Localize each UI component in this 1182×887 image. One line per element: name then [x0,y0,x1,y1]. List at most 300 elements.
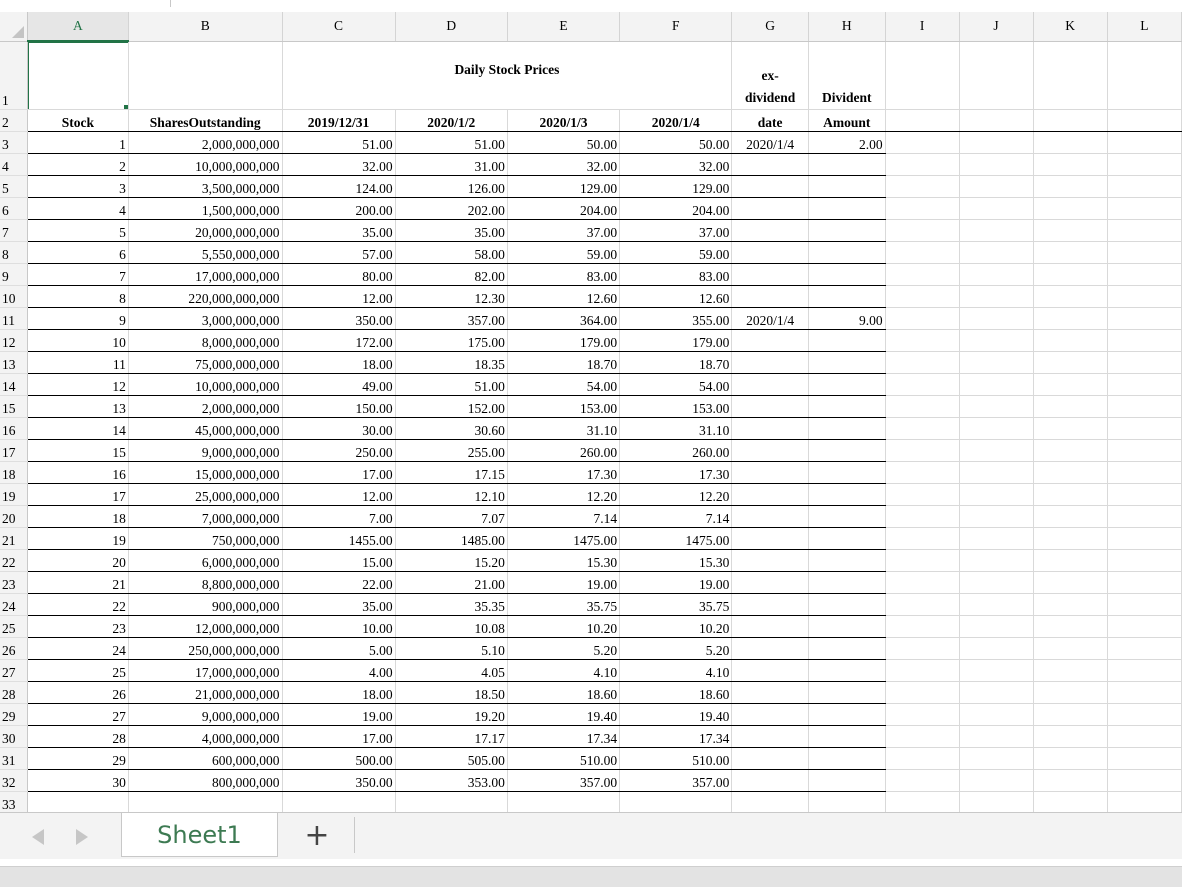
data-cell[interactable]: 7.14 [620,505,732,527]
data-cell[interactable]: 200.00 [282,197,395,219]
data-cell[interactable]: 11 [27,351,128,373]
data-cell[interactable] [809,483,886,505]
data-cell[interactable]: 10.00 [282,615,395,637]
data-cell[interactable]: 10,000,000,000 [128,373,282,395]
data-cell[interactable]: 8,800,000,000 [128,571,282,593]
data-cell[interactable]: 260.00 [620,439,732,461]
data-cell[interactable]: 2020/1/4 [732,307,809,329]
column-header-i[interactable]: I [885,12,959,41]
cell[interactable] [1107,175,1181,197]
cell[interactable] [885,109,959,131]
data-cell[interactable]: 19.20 [395,703,507,725]
date-header-3[interactable]: 2020/1/3 [507,109,619,131]
cell[interactable] [1107,791,1181,812]
data-cell[interactable] [732,329,809,351]
data-cell[interactable]: 3,500,000,000 [128,175,282,197]
row-header[interactable]: 19 [0,483,27,505]
data-cell[interactable]: 18.60 [507,681,619,703]
cell[interactable] [1033,219,1107,241]
data-cell[interactable]: 5 [27,219,128,241]
cell[interactable] [1107,153,1181,175]
data-cell[interactable]: 17,000,000,000 [128,659,282,681]
cell[interactable] [1033,329,1107,351]
data-cell[interactable]: 2.00 [809,131,886,153]
data-cell[interactable]: 31.10 [620,417,732,439]
cell[interactable] [1033,637,1107,659]
data-cell[interactable]: 9,000,000,000 [128,439,282,461]
row-header[interactable]: 25 [0,615,27,637]
select-all-corner[interactable] [0,12,27,41]
cell[interactable] [1033,307,1107,329]
cell[interactable] [1107,505,1181,527]
cell[interactable] [959,659,1033,681]
data-cell[interactable]: 31.00 [395,153,507,175]
data-cell[interactable]: 500.00 [282,747,395,769]
cell[interactable] [1107,703,1181,725]
data-cell[interactable]: 4.00 [282,659,395,681]
data-cell[interactable]: 510.00 [620,747,732,769]
cell[interactable] [1033,241,1107,263]
data-cell[interactable]: 4 [27,197,128,219]
data-cell[interactable]: 50.00 [620,131,732,153]
data-cell[interactable]: 12.30 [395,285,507,307]
data-cell[interactable]: 18 [27,505,128,527]
cell[interactable] [885,659,959,681]
cell[interactable] [885,461,959,483]
data-cell[interactable]: 3 [27,175,128,197]
data-cell[interactable]: 357.00 [395,307,507,329]
cell[interactable] [620,791,732,812]
data-cell[interactable]: 5,550,000,000 [128,241,282,263]
data-cell[interactable]: 19.00 [620,571,732,593]
data-cell[interactable]: 22 [27,593,128,615]
data-cell[interactable]: 12,000,000,000 [128,615,282,637]
data-cell[interactable] [809,659,886,681]
data-cell[interactable] [732,549,809,571]
data-cell[interactable]: 37.00 [620,219,732,241]
data-cell[interactable]: 25,000,000,000 [128,483,282,505]
data-cell[interactable]: 22.00 [282,571,395,593]
data-cell[interactable]: 7,000,000,000 [128,505,282,527]
divident-amount-header[interactable]: Amount [809,109,886,131]
data-cell[interactable]: 17.30 [507,461,619,483]
data-cell[interactable] [809,197,886,219]
data-cell[interactable]: 12.60 [507,285,619,307]
cell[interactable] [1033,263,1107,285]
cell[interactable] [959,593,1033,615]
cell[interactable] [282,791,395,812]
data-cell[interactable] [809,527,886,549]
cell[interactable] [959,219,1033,241]
data-cell[interactable]: 750,000,000 [128,527,282,549]
cell[interactable] [1033,41,1107,109]
data-cell[interactable] [809,505,886,527]
column-header-a[interactable]: A [27,12,128,41]
data-cell[interactable] [809,373,886,395]
cell[interactable] [959,725,1033,747]
data-cell[interactable]: 28 [27,725,128,747]
cell[interactable] [885,703,959,725]
row-header[interactable]: 29 [0,703,27,725]
data-cell[interactable]: 124.00 [282,175,395,197]
row-header[interactable]: 11 [0,307,27,329]
data-cell[interactable]: 126.00 [395,175,507,197]
row-header[interactable]: 15 [0,395,27,417]
data-cell[interactable] [732,769,809,791]
data-cell[interactable]: 153.00 [507,395,619,417]
data-cell[interactable]: 83.00 [620,263,732,285]
row-header[interactable]: 16 [0,417,27,439]
cell[interactable] [1107,681,1181,703]
data-cell[interactable]: 4.10 [507,659,619,681]
cell[interactable] [885,637,959,659]
data-cell[interactable]: 5.20 [620,637,732,659]
cell[interactable] [959,527,1033,549]
data-cell[interactable]: 172.00 [282,329,395,351]
cell[interactable] [885,351,959,373]
row-header[interactable]: 7 [0,219,27,241]
data-cell[interactable]: 30.60 [395,417,507,439]
data-cell[interactable] [732,681,809,703]
cell[interactable] [1033,615,1107,637]
data-cell[interactable]: 10 [27,329,128,351]
data-cell[interactable]: 9.00 [809,307,886,329]
data-cell[interactable]: 35.35 [395,593,507,615]
cell[interactable] [1033,351,1107,373]
cell[interactable] [959,307,1033,329]
data-cell[interactable]: 24 [27,637,128,659]
row-header[interactable]: 21 [0,527,27,549]
data-cell[interactable]: 6 [27,241,128,263]
data-cell[interactable]: 18.00 [282,681,395,703]
data-cell[interactable] [809,417,886,439]
data-cell[interactable]: 17.15 [395,461,507,483]
data-cell[interactable] [732,637,809,659]
date-header-1[interactable]: 2019/12/31 [282,109,395,131]
data-cell[interactable] [809,395,886,417]
data-cell[interactable]: 17.00 [282,461,395,483]
cell[interactable] [1033,175,1107,197]
cell[interactable] [885,153,959,175]
cell[interactable] [1107,131,1181,153]
cell[interactable] [1107,593,1181,615]
previous-sheet-icon[interactable] [32,829,44,845]
cell[interactable] [1107,549,1181,571]
data-cell[interactable] [732,725,809,747]
cell[interactable] [959,351,1033,373]
data-cell[interactable] [809,263,886,285]
row-header[interactable]: 17 [0,439,27,461]
data-cell[interactable]: 18.60 [620,681,732,703]
data-cell[interactable]: 1475.00 [507,527,619,549]
data-cell[interactable]: 32.00 [507,153,619,175]
cell[interactable] [885,505,959,527]
data-cell[interactable] [732,439,809,461]
cell[interactable] [885,329,959,351]
data-cell[interactable] [732,571,809,593]
data-cell[interactable]: 19.00 [507,571,619,593]
data-cell[interactable]: 12.20 [507,483,619,505]
cell[interactable] [885,725,959,747]
column-header-e[interactable]: E [507,12,619,41]
data-cell[interactable] [732,747,809,769]
cell[interactable] [395,791,507,812]
data-cell[interactable] [809,571,886,593]
cell[interactable] [1033,769,1107,791]
cell[interactable] [1107,351,1181,373]
data-cell[interactable] [809,725,886,747]
cell[interactable] [732,791,809,812]
data-cell[interactable]: 510.00 [507,747,619,769]
data-cell[interactable]: 3,000,000,000 [128,307,282,329]
cell[interactable] [1033,703,1107,725]
data-cell[interactable]: 30 [27,769,128,791]
data-cell[interactable]: 220,000,000,000 [128,285,282,307]
row-header[interactable]: 14 [0,373,27,395]
data-cell[interactable]: 59.00 [507,241,619,263]
data-cell[interactable]: 1475.00 [620,527,732,549]
cell[interactable] [1033,417,1107,439]
data-cell[interactable]: 4.10 [620,659,732,681]
data-cell[interactable]: 19.40 [507,703,619,725]
data-cell[interactable]: 4,000,000,000 [128,725,282,747]
divident-header-top[interactable]: Divident [809,41,886,109]
data-cell[interactable]: 59.00 [620,241,732,263]
data-cell[interactable]: 2,000,000,000 [128,395,282,417]
row-header[interactable]: 33 [0,791,27,812]
cell[interactable] [1107,483,1181,505]
cell[interactable] [1107,439,1181,461]
column-header-l[interactable]: L [1107,12,1181,41]
cell[interactable] [885,439,959,461]
data-cell[interactable]: 32.00 [282,153,395,175]
data-cell[interactable]: 7.14 [507,505,619,527]
data-cell[interactable]: 21.00 [395,571,507,593]
data-cell[interactable]: 51.00 [395,373,507,395]
data-cell[interactable]: 17,000,000,000 [128,263,282,285]
data-cell[interactable]: 17 [27,483,128,505]
data-cell[interactable] [732,527,809,549]
data-cell[interactable] [732,197,809,219]
data-cell[interactable]: 30.00 [282,417,395,439]
data-cell[interactable]: 7 [27,263,128,285]
data-cell[interactable]: 19.00 [282,703,395,725]
data-cell[interactable]: 204.00 [507,197,619,219]
data-cell[interactable]: 14 [27,417,128,439]
data-cell[interactable]: 17.34 [620,725,732,747]
data-cell[interactable] [732,373,809,395]
data-cell[interactable] [809,153,886,175]
data-cell[interactable]: 179.00 [620,329,732,351]
data-cell[interactable]: 35.00 [282,593,395,615]
column-header-k[interactable]: K [1033,12,1107,41]
cell[interactable] [885,483,959,505]
add-sheet-button[interactable]: + [304,818,330,853]
data-cell[interactable] [732,615,809,637]
cell[interactable] [1033,527,1107,549]
cell[interactable] [1033,153,1107,175]
cell[interactable] [1107,307,1181,329]
data-cell[interactable]: 17.00 [282,725,395,747]
data-cell[interactable]: 27 [27,703,128,725]
cell[interactable] [1033,483,1107,505]
data-cell[interactable]: 18.35 [395,351,507,373]
cell[interactable] [1033,109,1107,131]
cell[interactable] [885,791,959,812]
cell[interactable] [885,263,959,285]
data-cell[interactable]: 15 [27,439,128,461]
cell[interactable] [959,681,1033,703]
data-cell[interactable]: 355.00 [620,307,732,329]
row-header[interactable]: 3 [0,131,27,153]
data-cell[interactable]: 9,000,000,000 [128,703,282,725]
data-cell[interactable]: 35.75 [507,593,619,615]
column-header-g[interactable]: G [732,12,809,41]
data-cell[interactable]: 16 [27,461,128,483]
data-cell[interactable]: 364.00 [507,307,619,329]
row-header[interactable]: 1 [0,41,27,109]
data-cell[interactable]: 5.10 [395,637,507,659]
data-cell[interactable]: 505.00 [395,747,507,769]
data-cell[interactable]: 900,000,000 [128,593,282,615]
data-cell[interactable]: 255.00 [395,439,507,461]
data-cell[interactable] [732,483,809,505]
data-cell[interactable]: 80.00 [282,263,395,285]
cell[interactable] [885,571,959,593]
cell[interactable] [1033,791,1107,812]
cell[interactable] [1033,747,1107,769]
cell[interactable] [128,41,282,109]
cell[interactable] [1107,615,1181,637]
cell[interactable] [27,791,128,812]
row-header[interactable]: 6 [0,197,27,219]
cell[interactable] [1107,659,1181,681]
row-header[interactable]: 23 [0,571,27,593]
data-cell[interactable] [732,263,809,285]
data-cell[interactable]: 8,000,000,000 [128,329,282,351]
data-cell[interactable]: 7.00 [282,505,395,527]
cell[interactable] [1107,241,1181,263]
data-cell[interactable]: 54.00 [507,373,619,395]
cell[interactable] [959,483,1033,505]
cell[interactable] [1107,41,1181,109]
row-header[interactable]: 8 [0,241,27,263]
cell[interactable] [1033,659,1107,681]
cell[interactable] [959,241,1033,263]
cell[interactable] [885,373,959,395]
cell[interactable] [959,263,1033,285]
data-cell[interactable]: 10.20 [620,615,732,637]
column-header-c[interactable]: C [282,12,395,41]
row-header[interactable]: 26 [0,637,27,659]
cell[interactable] [959,285,1033,307]
cell[interactable] [959,175,1033,197]
cell[interactable] [1107,461,1181,483]
row-header[interactable]: 28 [0,681,27,703]
data-cell[interactable]: 17.34 [507,725,619,747]
cell[interactable] [885,527,959,549]
data-cell[interactable]: 5.20 [507,637,619,659]
data-cell[interactable] [809,351,886,373]
cell[interactable] [959,417,1033,439]
cell[interactable] [1107,571,1181,593]
row-header[interactable]: 31 [0,747,27,769]
row-header[interactable]: 27 [0,659,27,681]
data-cell[interactable]: 12.10 [395,483,507,505]
data-cell[interactable]: 10,000,000,000 [128,153,282,175]
sheet-tab-sheet1[interactable]: Sheet1 [121,813,278,857]
data-cell[interactable]: 12.00 [282,285,395,307]
data-cell[interactable]: 32.00 [620,153,732,175]
data-cell[interactable] [809,241,886,263]
data-cell[interactable] [732,659,809,681]
data-cell[interactable] [809,615,886,637]
row-header[interactable]: 9 [0,263,27,285]
cell[interactable] [1033,681,1107,703]
cell[interactable] [1033,571,1107,593]
data-cell[interactable] [732,593,809,615]
cell[interactable] [1107,725,1181,747]
data-cell[interactable]: 153.00 [620,395,732,417]
data-cell[interactable] [809,769,886,791]
cell[interactable] [885,593,959,615]
data-cell[interactable]: 54.00 [620,373,732,395]
ex-dividend-date-header[interactable]: date [732,109,809,131]
data-cell[interactable]: 26 [27,681,128,703]
cell[interactable] [1033,461,1107,483]
cell[interactable] [885,197,959,219]
data-cell[interactable] [809,593,886,615]
row-header[interactable]: 18 [0,461,27,483]
data-cell[interactable] [809,637,886,659]
data-cell[interactable] [809,747,886,769]
date-header-4[interactable]: 2020/1/4 [620,109,732,131]
data-cell[interactable] [732,395,809,417]
cell[interactable] [1107,527,1181,549]
data-cell[interactable] [809,549,886,571]
data-cell[interactable]: 357.00 [507,769,619,791]
data-cell[interactable]: 18.70 [620,351,732,373]
data-cell[interactable]: 129.00 [620,175,732,197]
data-cell[interactable] [809,285,886,307]
cell[interactable] [885,131,959,153]
cell[interactable] [128,791,282,812]
data-cell[interactable]: 51.00 [395,131,507,153]
data-cell[interactable]: 1 [27,131,128,153]
cell[interactable] [885,417,959,439]
row-header[interactable]: 24 [0,593,27,615]
cell[interactable] [959,131,1033,153]
data-cell[interactable] [809,681,886,703]
row-header[interactable]: 4 [0,153,27,175]
data-cell[interactable]: 12.00 [282,483,395,505]
data-cell[interactable]: 82.00 [395,263,507,285]
cell[interactable] [885,747,959,769]
daily-stock-prices-title[interactable]: Daily Stock Prices [282,41,732,109]
shares-outstanding-header[interactable]: SharesOutstanding [128,109,282,131]
data-cell[interactable]: 25 [27,659,128,681]
cell[interactable] [885,681,959,703]
cell[interactable] [1033,373,1107,395]
cell[interactable] [959,373,1033,395]
cell[interactable] [959,197,1033,219]
data-cell[interactable]: 175.00 [395,329,507,351]
data-cell[interactable]: 800,000,000 [128,769,282,791]
data-cell[interactable] [732,153,809,175]
data-cell[interactable] [732,241,809,263]
data-cell[interactable]: 21,000,000,000 [128,681,282,703]
data-cell[interactable]: 20 [27,549,128,571]
